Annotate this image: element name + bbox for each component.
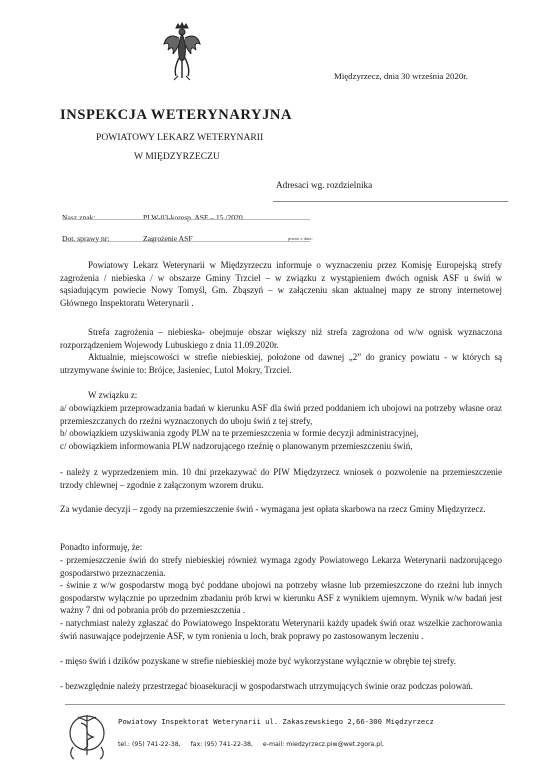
body-further-item-4: - mięso świń i dzików pozyskane w strefie niebieskiej może być wykorzystane wyłącznie w obrębie tej strefy. (60, 656, 457, 666)
body-further-item-3: - natychmiast należy zgłaszać do Powiatowego Inspektoratu Weterynarii każdy upadek świń oraz wszelkie zachorowania świń nasuwające podejrzenie ASF, w tym ronienia u loch, brak poprawy po zastosowanym leczeniu . (60, 618, 502, 641)
body-paragraph-zone: Strefa zagrożenia – niebieska- obejmuje obszar większy niż strefa zagrożona od w/w ognisk wyznaczona rozporządzeniem Wojewody Lubuskiego z dnia 11.09.2020r. (60, 327, 502, 350)
footer-fax: fax: (95) 741-22-38, (190, 741, 253, 748)
footer-divider (65, 704, 505, 705)
body-conditions-intro: W związku z: (88, 390, 138, 400)
footer-email: e-mail: miedzyrzecz.piw@wet.zgora.pl, (262, 741, 384, 748)
body-further-item-5: - bezwzględnie należy przestrzegać bioasekuracji w gospodarstwach utrzymujących świnie oraz podczas polowań. (60, 681, 473, 691)
body-condition-a: a/ obowiązkiem przeprowadzania badań w kierunku ASF dla świń przed poddaniem ich ubojowi na potrzeby własne oraz przemieszczanych do rzeźni wyznaczonych do uboju świń z tej strefy, (60, 403, 502, 426)
our-ref-value: PLW-03-koresp. ASF – 15 /2020 (143, 213, 243, 222)
institution-location: W MIĘDZYRZECZU (134, 151, 220, 162)
document-date: Międzyrzecz, dnia 30 września 2020r. (334, 71, 468, 81)
our-ref-label: Nasz znak: (62, 213, 96, 222)
footer-tel: tel.: (95) 741-22-38, (118, 741, 181, 748)
veterinary-caduceus-logo-icon (62, 709, 112, 761)
body-further-intro: Ponadto informuję, że: (60, 542, 143, 552)
body-paragraph-localities: Aktualnie, miejscowości w strefie niebieskiej, położone od dawnej „2” do granicy powiatu - w których są utrzymywane świnie to: Brójce, Jasieniec, Lutol Mokry, Trzciel. (60, 352, 502, 375)
institution-title: INSPEKCJA WETERYNARYJNA (60, 107, 293, 123)
footer-contacts (118, 741, 384, 748)
body-further-item-2: - świnie z w/w gospodarstw mogą być poddane ubojowi na potrzeby własne lub przemieszczone do rzeźni lub innych gospodarstw wyłącznie po uprzednim zbadaniu prób krwi w kierunku ASF z wynikiem ujemnym. Wynik w/w badań jest ważny 7 dni od pobrania prób do przemieszczenia . (60, 580, 502, 616)
ref-underline (62, 219, 310, 220)
institution-subtitle: POWIATOWY LEKARZ WETERYNARII (96, 132, 264, 143)
letter-date-label: pismo z dnia: (288, 236, 313, 241)
footer-address: Powiatowy Inspektorat Weterynarii ul. Zakaszewskiego 2,66-300 Międzyrzecz (118, 717, 434, 726)
body-paragraph-application: - należy z wyprzedzeniem min. 10 dni przekazywać do PIW Międzyrzecz wniosek o pozwolenie na przemieszczenie trzody chlewnej – zgodnie z załączonym wzorem druku. (60, 467, 502, 490)
body-paragraph-fee: Za wydanie decyzji – zgody na przemieszczenie świń - wymagana jest opłata skarbowa na rzecz Gminy Międzyrzecz. (60, 504, 486, 514)
addressees-line: Adresaci wg. rozdzielnika (276, 180, 373, 190)
body-condition-b: b/ obowiązkiem uzyskiwania zgody PLW na te przemieszczenia w formie decyzji administracyjnej, (60, 428, 419, 438)
polish-eagle-emblem-icon (162, 22, 202, 82)
case-number-label: Dot. sprawy nr: (62, 234, 110, 243)
addressees-divider (273, 201, 508, 202)
case-number-value: Zagrożenie ASF (143, 234, 193, 243)
body-paragraph-notice: Powiatowy Lekarz Weterynarii w Międzyrzeczu informuje o wyznaczeniu przez Komisję Europejską strefy zagrożenia / niebieska / w obszarze Gminy Trzciel – w związku z wystąpieniem dwóch ognisk ASF u świń w sąsiadującym powiecie Nowy Tomyśl, Gm. Zbąszyń – w załączeniu skan aktualnej mapy ze strony internetowej Głównego Inspektoratu Weterynarii . (60, 260, 502, 308)
body-further-item-1: - przemieszczenie świń do strefy niebieskiej również wymaga zgody Powiatowego Lekarza Weterynarii nadzorującego gospodarstwo przeznaczenia. (60, 555, 502, 578)
case-underline (62, 241, 310, 242)
body-condition-c: c/ obowiązkiem informowania PLW nadzorującego rzeźnię o planowanym przemieszczeniu świń, (60, 441, 413, 451)
